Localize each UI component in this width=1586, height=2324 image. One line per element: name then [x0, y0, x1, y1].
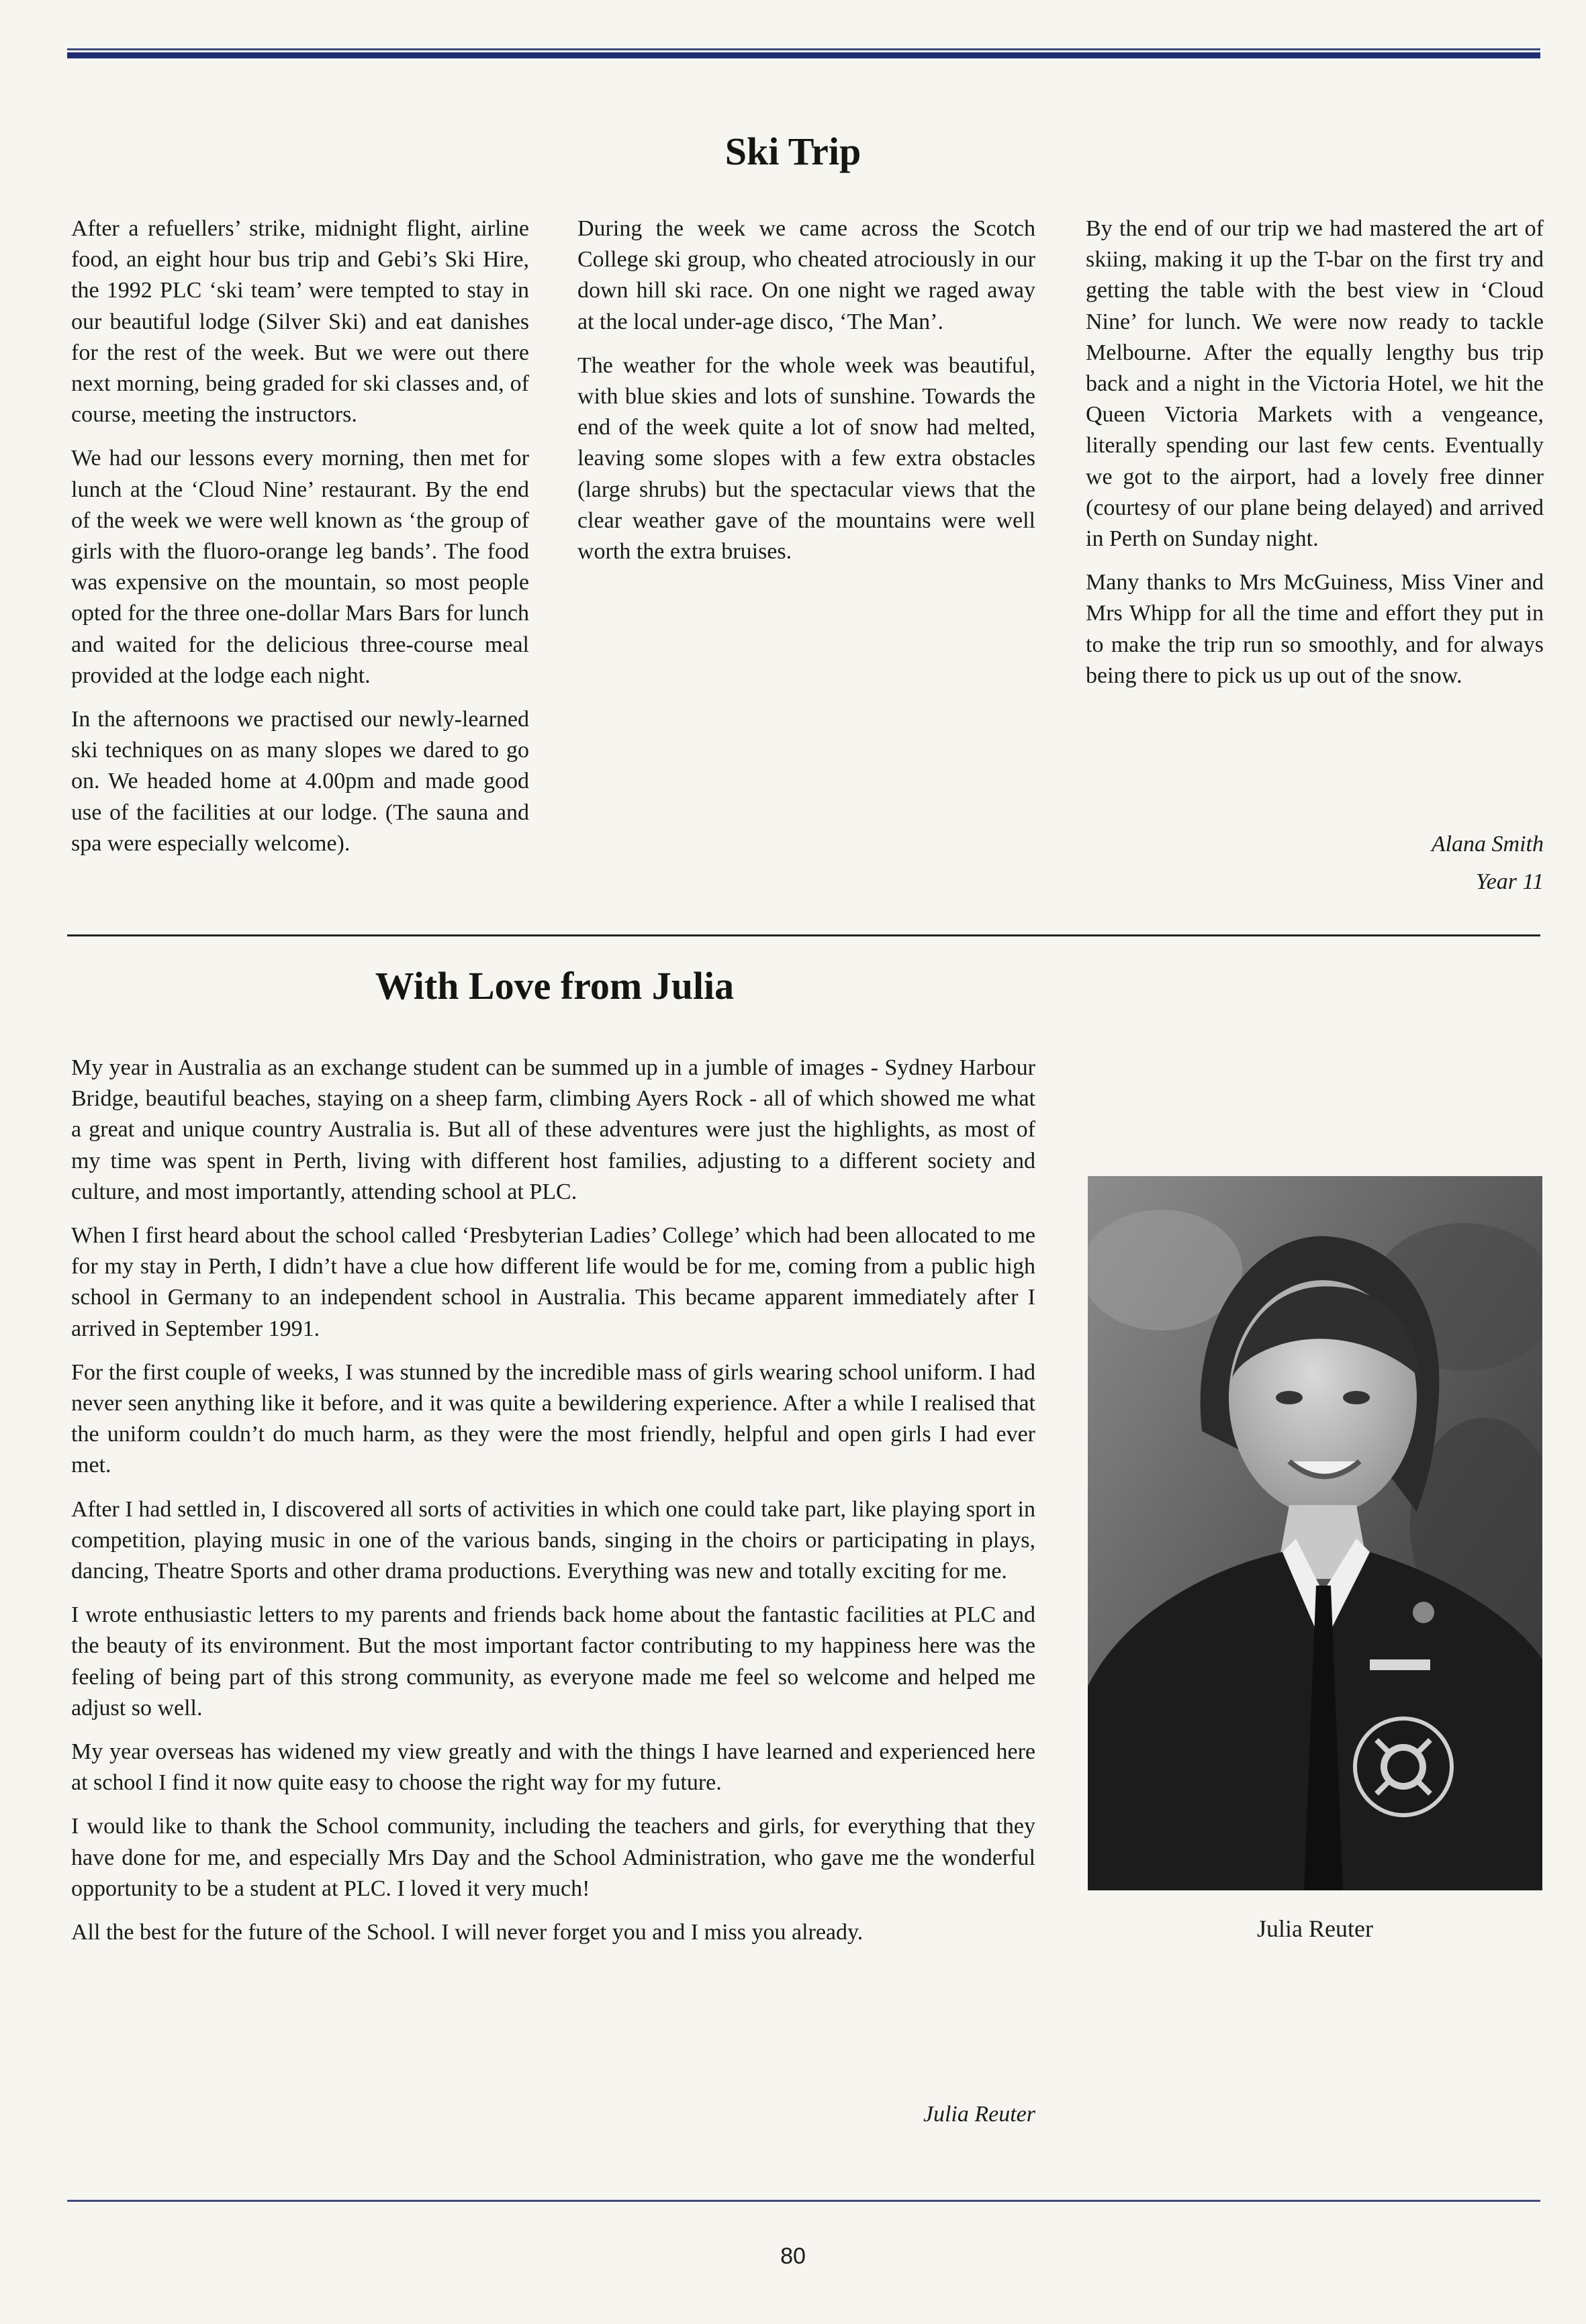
julia-article-title: With Love from Julia [375, 964, 735, 1008]
photo-caption: Julia Reuter [1257, 1915, 1373, 1942]
ski-paragraph: The weather for the whole week was beautiful, with blue skies and lots of sunshine. Towards the end of the week quite a lot of snow had melted, leaving some slopes with a few extra obstacles (large shrubs) but the spectacular views that the clear weather gave of the mountains were well worth the extra bruises. [577, 352, 1035, 565]
ski-paragraph: We had our lessons every morning, then met for lunch at the ‘Cloud Nine’ restaurant. By the end of the week we were well known as ‘the group of girls with the fluoro-orange leg bands’. The food was expensive on the mountain, so most people opted for the three one-dollar Mars Bars for lunch and waited for the delicious three-course meal provided at the lodge each night. [71, 446, 529, 688]
ski-author-year: Year 11 [1475, 869, 1544, 894]
ski-paragraph: By the end of our trip we had mastered the art of skiing, making it up the T-bar on the first try and getting the table with the best view in ‘Cloud Nine’ for lunch. We were now ready to tackle Melbourne. After the equally lengthy bus trip back and a night in the Victoria Hotel, we hit the Queen Victoria Markets with a vengeance, literally spending our last few cents. Eventually we got to the airport, had a lovely free dinner (courtesy of our plane being delayed) and arrived in Perth on Sunday night. [1086, 216, 1544, 552]
ski-trip-column-1 [71, 213, 529, 872]
ski-paragraph: Many thanks to Mrs McGuiness, Miss Viner and Mrs Whipp for all the time and effort they put in to make the trip run so smoothly, and for always being there to pick us up out of the snow. [1086, 570, 1544, 688]
ski-trip-column-3 [1086, 213, 1544, 704]
ski-trip-title: Ski Trip [725, 130, 861, 173]
julia-signature [71, 2099, 1035, 2130]
ski-author-name: Alana Smith [1431, 832, 1544, 857]
julia-paragraph: I wrote enthusiastic letters to my parents and friends back home about the fantastic facilities at PLC and the beauty of its environment. But the most important factor contributing to my happiness here was the feeling of being part of this strong community, as everyone made me feel so welcome and helped me adjust so well. [71, 1602, 1035, 1721]
julia-paragraph: When I first heard about the school called ‘Presbyterian Ladies’ College’ which had been allocated to me for my stay in Perth, I didn’t have a clue how different life would be for me, coming from a public high school in Germany to an independent school in Australia. This became apparent immediately after I arrived in September 1991. [71, 1223, 1035, 1341]
julia-author-name: Julia Reuter [923, 2102, 1035, 2127]
julia-paragraph: My year in Australia as an exchange student can be summed up in a jumble of images - Sydney Harbour Bridge, beautiful beaches, staying on a sheep farm, climbing Ayers Rock - all of which showed me what a great and unique country Australia is. But all of these adventures were just the highlights, as most of my time was spent in Perth, living with different host families, adjusting to a different society and culture, and most importantly, attending school at PLC. [71, 1055, 1035, 1204]
portrait-photo-icon [1088, 1176, 1542, 1890]
page-number: 80 [780, 2243, 806, 2269]
julia-paragraph: After I had settled in, I discovered all sorts of activities in which one could take part, like playing sport in competition, playing music in one of the various bands, singing in the choirs or participating in plays, dancing, Theatre Sports and other drama productions. Everything was new and totally exciting for me. [71, 1496, 1035, 1584]
julia-paragraph: I would like to thank the School community, including the teachers and girls, for everything that they have done for me, and especially Mrs Day and the School Administration, who gave me the wonderful opportunity to be a student at PLC. I loved it very much! [71, 1814, 1035, 1901]
julia-article-body [71, 1053, 1035, 1961]
ski-paragraph: During the week we came across the Scotch College ski group, who cheated atrociously in our down hill ski race. On one night we raged away at the local under-age disco, ‘The Man’. [577, 216, 1035, 334]
section-divider [67, 934, 1540, 936]
top-double-rule [67, 48, 1540, 60]
ski-paragraph: In the afternoons we practised our newly-learned ski techniques on as many slopes we dared to go on. We headed home at 4.00pm and made good use of the facilities at our lodge. (The sauna and spa were especially welcome). [71, 707, 529, 856]
ski-paragraph: After a refuellers’ strike, midnight flight, airline food, an eight hour bus trip and Gebi’s Ski Hire, the 1992 PLC ‘ski team’ were tempted to stay in our beautiful lodge (Silver Ski) and eat danishes for the rest of the week. But we were out there next morning, being graded for ski classes and, of course, meeting the instructors. [71, 216, 529, 428]
julia-paragraph: My year overseas has widened my view greatly and with the things I have learned and experienced here at school I find it now quite easy to choose the right way for my future. [71, 1739, 1035, 1796]
bottom-rule [67, 2200, 1540, 2202]
julia-paragraph: For the first couple of weeks, I was stunned by the incredible mass of girls wearing school uniform. I had never seen anything like it before, and it was quite a bewildering experience. After a while I realised that the uniform couldn’t do much harm, as they were the most friendly, helpful and open girls I had ever met. [71, 1359, 1035, 1478]
julia-paragraph: All the best for the future of the School. I will never forget you and I miss you already. [71, 1920, 864, 1945]
ski-trip-column-2 [577, 213, 1035, 580]
ski-trip-signature [1086, 826, 1544, 901]
